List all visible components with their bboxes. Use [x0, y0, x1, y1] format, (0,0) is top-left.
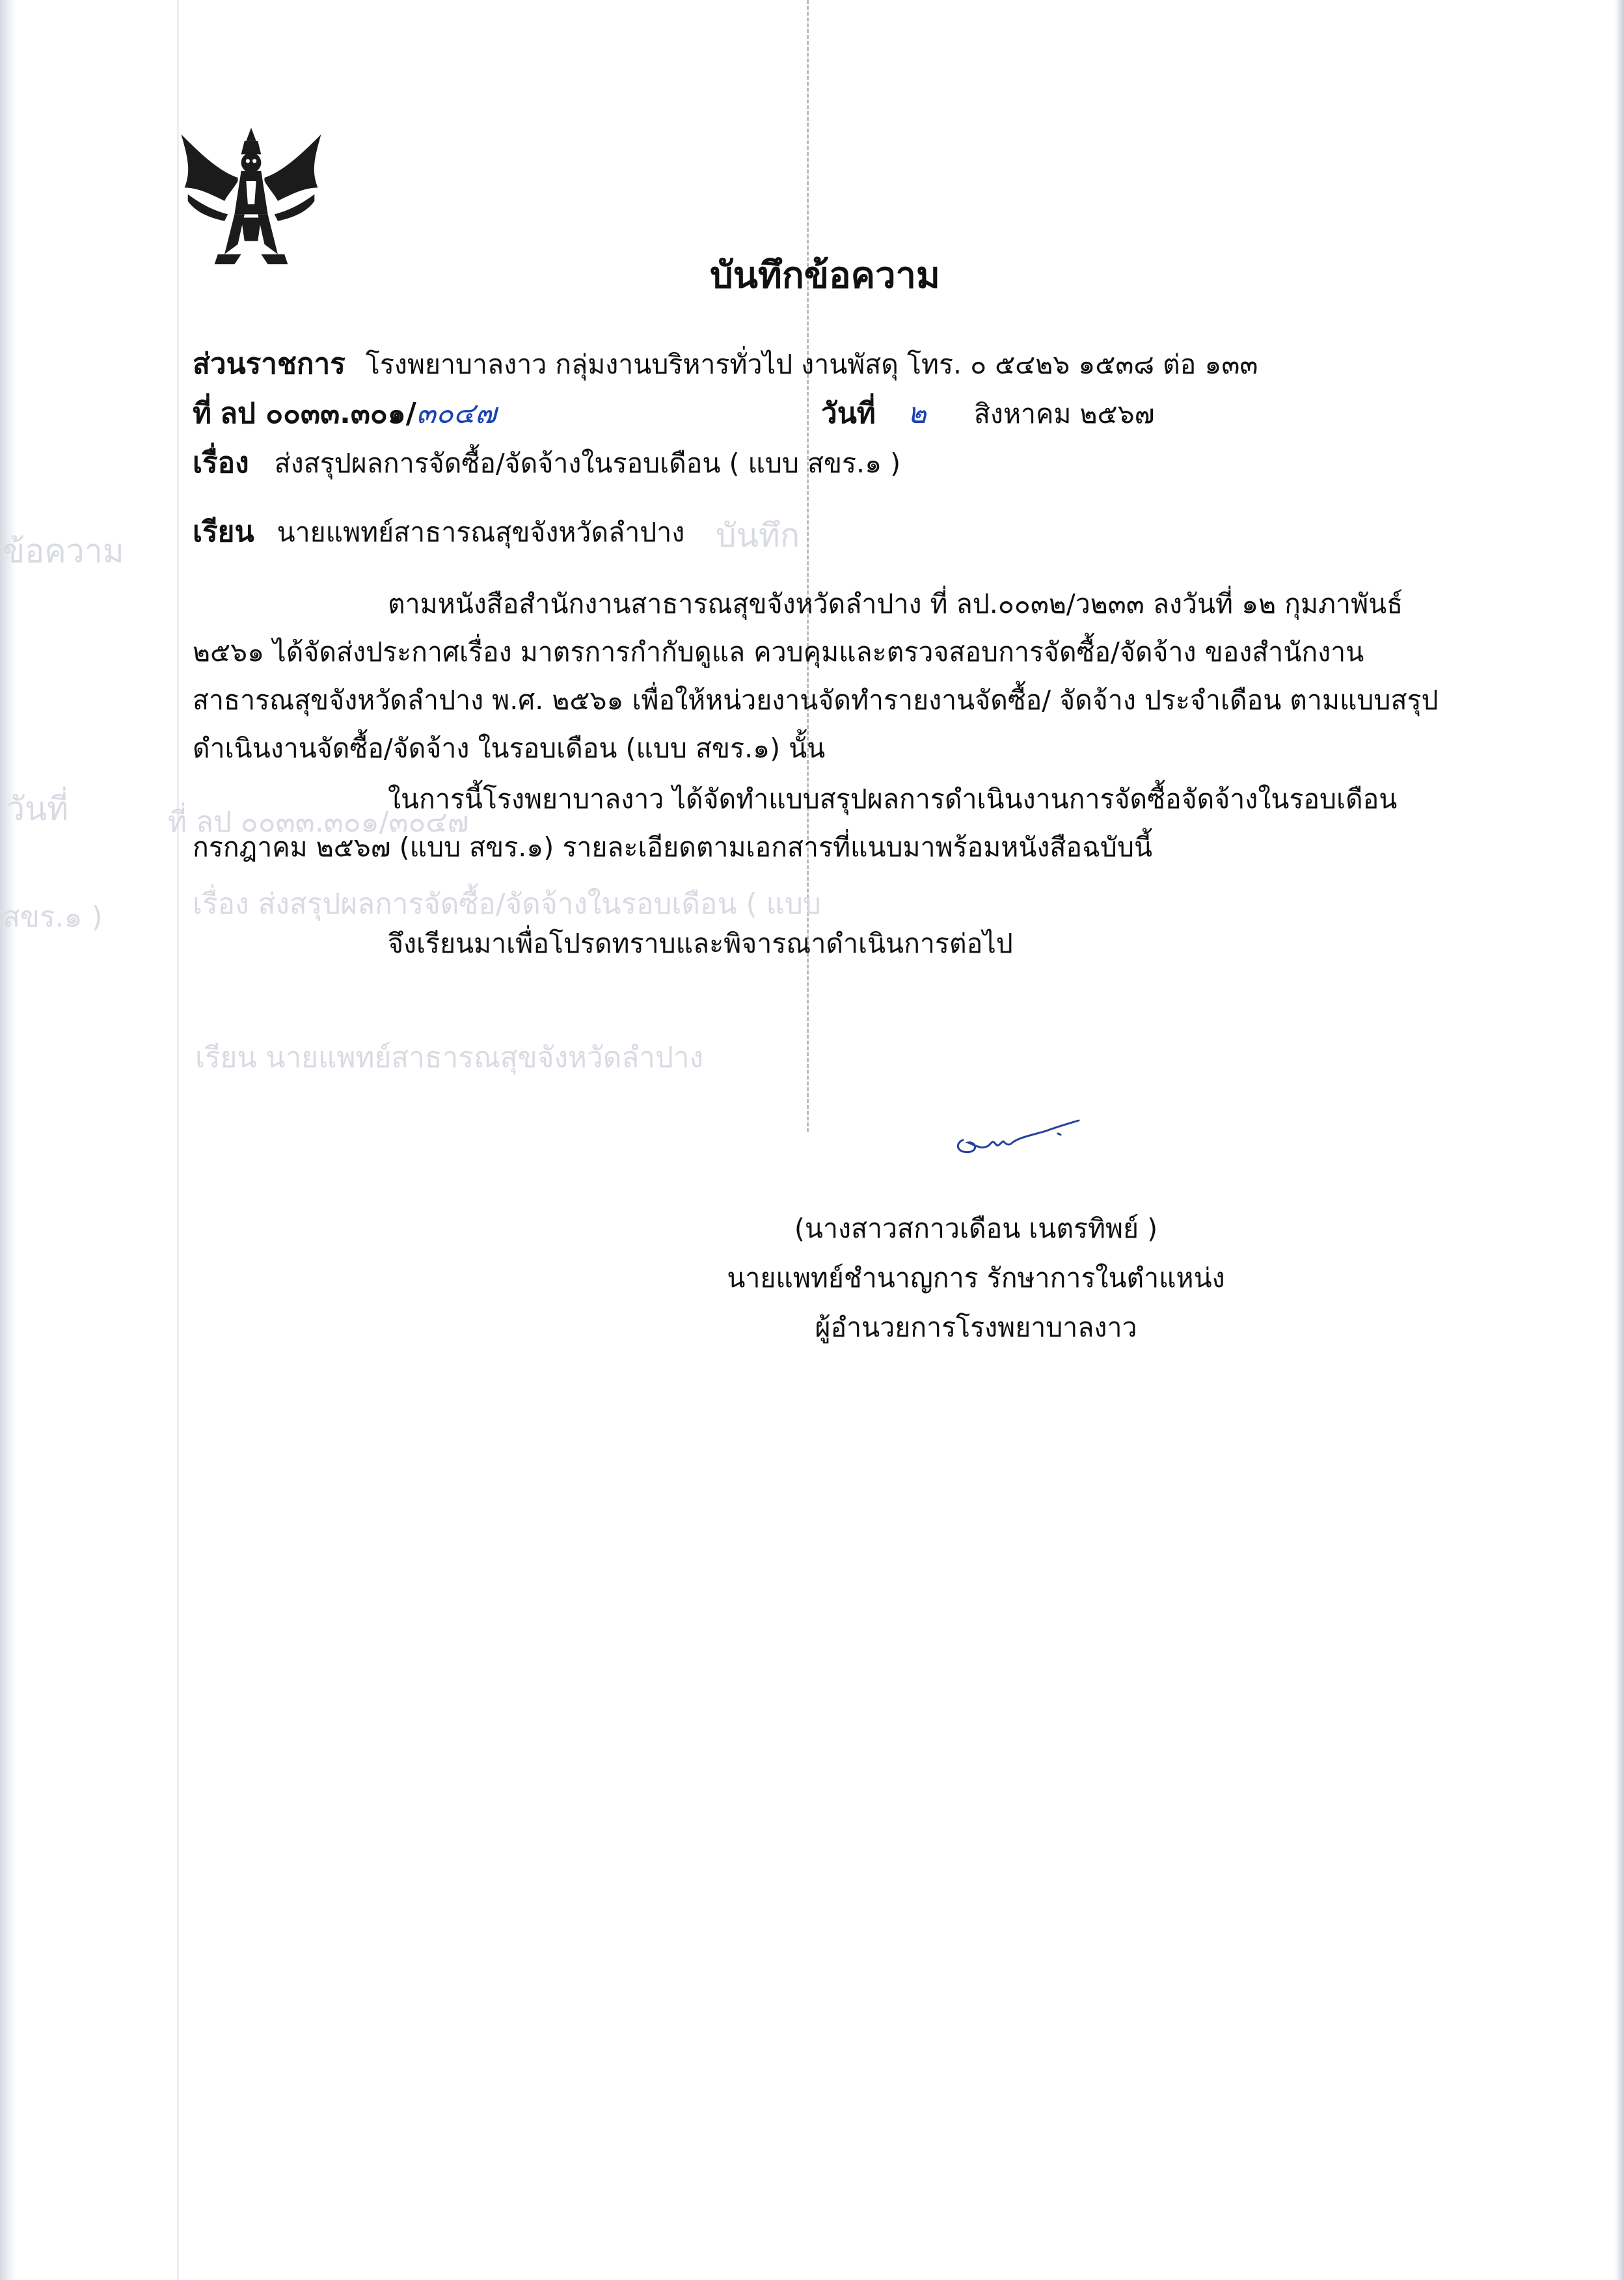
date-month-year: สิงหาคม ๒๕๖๗: [973, 398, 1155, 429]
memo-title: บันทึกข้อความ: [710, 254, 940, 297]
bleed-text: สขร.๑ ): [3, 901, 103, 934]
paragraph-1-line-3: สาธารณสุขจังหวัดลำปาง พ.ศ. ๒๕๖๑ เพื่อให้หน่วยงานจัดทำรายงานจัดซื้อ/ จัดจ้าง ประจำเดือน ตามแบบสรุป: [193, 685, 1439, 716]
bleed-text: ที่ ลป ๐๐๓๓.๓๐๑/๓๐๔๗: [168, 806, 469, 839]
reference-line: [193, 390, 496, 436]
signatory-name: (นางสาวสกาวเดือน เนตรทิพย์ ): [794, 1213, 1158, 1244]
date-day-handwritten: ๒: [907, 397, 927, 430]
subject-line: [193, 440, 900, 485]
bleed-text: ข้อความ: [3, 532, 124, 570]
recipient-label: เรียน: [193, 515, 254, 549]
bleed-text: วันที่: [7, 790, 69, 828]
subject-value: ส่งสรุปผลการจัดซื้อ/จัดจ้างในรอบเดือน ( แบบ สขร.๑ ): [274, 448, 901, 479]
paragraph-1-line-2: ๒๕๖๑ ได้จัดส่งประกาศเรื่อง มาตรการกำกับดูแล ควบคุมและตรวจสอบการจัดซื้อ/จัดจ้าง ของสำนักงาน: [193, 636, 1364, 668]
ref-prefix: ลป ๐๐๓๓.๓๐๑/: [220, 397, 416, 430]
signatory-position: นายแพทย์ชำนาญการ รักษาการในตำแหน่ง: [727, 1262, 1225, 1294]
paragraph-2-line-2: กรกฎาคม ๒๕๖๗ (แบบ สขร.๑) รายละเอียดตามเอกสารที่แนบมาพร้อมหนังสือฉบับนี้: [193, 832, 1152, 863]
bleed-text: เรียน นายแพทย์สาธารณสุขจังหวัดลำปาง: [195, 1041, 704, 1074]
subject-label: เรื่อง: [193, 446, 249, 480]
handwritten-signature: [949, 1111, 1085, 1170]
agency-label: ส่วนราชการ: [193, 347, 345, 381]
recipient-value: นายแพทย์สาธารณสุขจังหวัดลำปาง: [277, 517, 685, 548]
bleed-text: บันทึก: [716, 517, 800, 554]
scan-edge-left: [0, 0, 16, 2280]
ref-handwritten-number: ๓๐๔๗: [416, 397, 497, 430]
paragraph-1-line-1: ตามหนังสือสำนักงานสาธารณสุขจังหวัดลำปาง ที่ ลป.๐๐๓๒/ว๒๓๓ ลงวันที่ ๑๒ กุมภาพันธ์: [388, 588, 1403, 619]
paragraph-2-line-1: ในการนี้โรงพยาบาลงาว ได้จัดทำแบบสรุปผลการดำเนินงานการจัดซื้อจัดจ้างในรอบเดือน: [388, 783, 1398, 815]
ref-label: ที่: [193, 397, 212, 430]
closing-line: จึงเรียนมาเพื่อโปรดทราบและพิจารณาดำเนินการต่อไป: [388, 928, 1013, 959]
recipient-line: [193, 509, 684, 554]
scan-edge-right: [1615, 0, 1624, 2280]
scan-edge-shadow: [177, 0, 179, 2280]
agency-value: โรงพยาบาลงาว กลุ่มงานบริหารทั่วไป งานพัสดุ โทร. ๐ ๕๔๒๖ ๑๕๓๘ ต่อ ๑๓๓: [365, 349, 1258, 380]
paragraph-1-line-4: ดำเนินงานจัดซื้อ/จัดจ้าง ในรอบเดือน (แบบ สขร.๑) นั้น: [193, 733, 826, 764]
signatory-title: ผู้อำนวยการโรงพยาบาลงาว: [815, 1312, 1137, 1343]
agency-line: [193, 341, 1258, 387]
bleed-text: เรื่อง ส่งสรุปผลการจัดซื้อ/จัดจ้างในรอบเดือน ( แบบ: [193, 888, 821, 921]
date-line: [821, 390, 1154, 436]
date-label: วันที่: [821, 397, 876, 430]
